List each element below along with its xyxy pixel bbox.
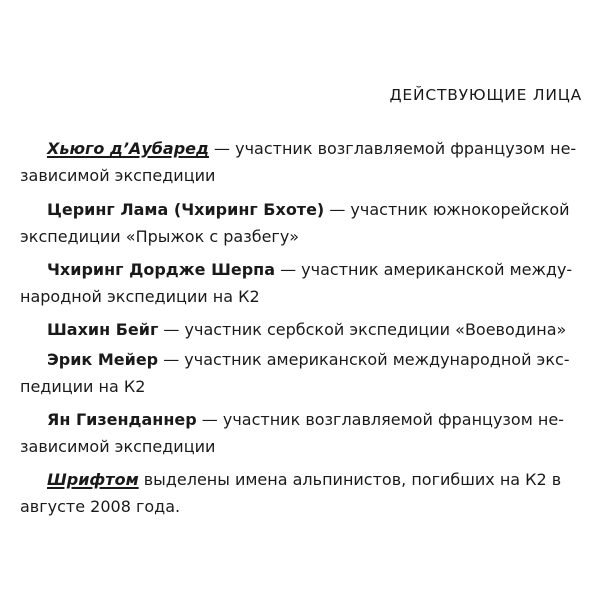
entry-description: — участник сербской экспедиции «Воеводина» (158, 320, 567, 339)
entry-description: — участник возглавляемой французом не- (196, 410, 564, 429)
font-legend-sample: Шрифтом (47, 470, 139, 489)
footnote-text-continued: августе 2008 года. (20, 497, 181, 516)
entry-description: — участник возглавляемой французом не- (208, 139, 577, 158)
footnote (20, 466, 582, 520)
entry-description-continued: педиции на К2 (20, 377, 146, 396)
entry-chhiring-dorje-sherpa (20, 256, 582, 310)
entry-description: — участник американской между- (275, 260, 573, 279)
entry-eric-meyer (20, 346, 582, 400)
page (20, 0, 582, 600)
entry-description-continued: зависимой экспедиции (20, 166, 216, 185)
climber-name: Церинг Лама (Чхиринг Бхоте) (47, 200, 325, 219)
entry-shaheen-baig (20, 316, 582, 343)
footnote-text: выделены имена альпинистов, погибших на К2 в (138, 470, 562, 489)
entry-description-continued: экспедиции «Прыжок с разбегу» (20, 227, 300, 246)
entry-hugues-daubarede (20, 135, 582, 189)
climber-name: Ян Гизенданнер (47, 410, 197, 429)
climber-name: Чхиринг Дордже Шерпа (47, 260, 275, 279)
entry-tsering-lama (20, 196, 582, 250)
climber-name: Шахин Бейг (47, 320, 159, 339)
entry-description: — участник американской международной экс- (158, 350, 570, 369)
entry-description: — участник южнокорейской (324, 200, 570, 219)
climber-name-deceased: Хьюго д’Аубаред (47, 139, 209, 158)
entry-jan-giesendanner (20, 406, 582, 460)
entry-description-continued: зависимой экспедиции (20, 437, 216, 456)
page-heading: ДЕЙСТВУЮЩИЕ ЛИЦА (389, 86, 582, 104)
climber-name: Эрик Мейер (47, 350, 159, 369)
entry-description-continued: народной экспедиции на К2 (20, 287, 260, 306)
